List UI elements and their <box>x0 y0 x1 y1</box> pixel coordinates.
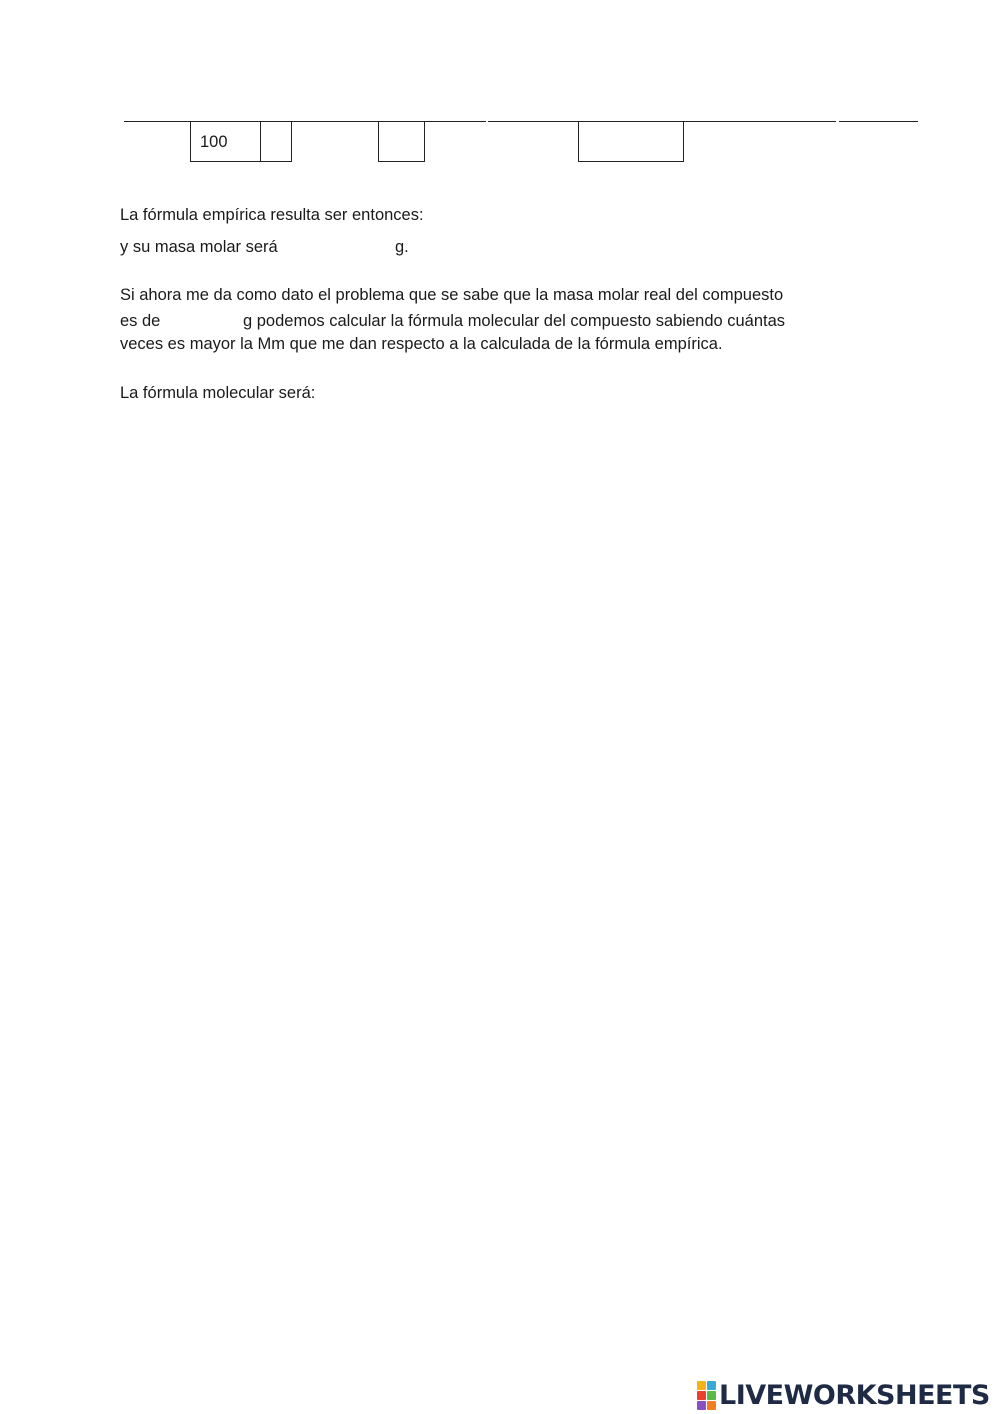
answer-box[interactable] <box>578 121 684 162</box>
brand-text: LIVEWORKSHEETS <box>719 1379 990 1411</box>
molecular-formula-text: La fórmula molecular será: <box>120 384 316 402</box>
answer-box[interactable] <box>378 121 425 162</box>
table-cell-value: 100 <box>200 133 228 151</box>
problem-line-3: veces es mayor la Mm que me dan respecto a la calculada de la fórmula empírica. <box>120 335 723 353</box>
answer-box[interactable] <box>260 121 292 162</box>
problem-line-2-rest: g podemos calcular la fórmula molecular del compuesto sabiendo cuántas <box>243 312 786 330</box>
molar-mass-unit: g. <box>395 238 409 256</box>
logo-mark-icon <box>697 1381 716 1410</box>
table-top-rule <box>124 121 486 122</box>
problem-line-2-prefix: es de <box>120 312 161 330</box>
molar-mass-prefix: y su masa molar será <box>120 238 278 256</box>
liveworksheets-logo <box>697 1379 990 1411</box>
problem-line-1: Si ahora me da como dato el problema que se sabe que la masa molar real del compuesto <box>120 286 784 304</box>
table-top-rule <box>839 121 918 122</box>
table-cell-mass <box>190 121 261 162</box>
empirical-formula-text: La fórmula empírica resulta ser entonces: <box>120 206 424 224</box>
